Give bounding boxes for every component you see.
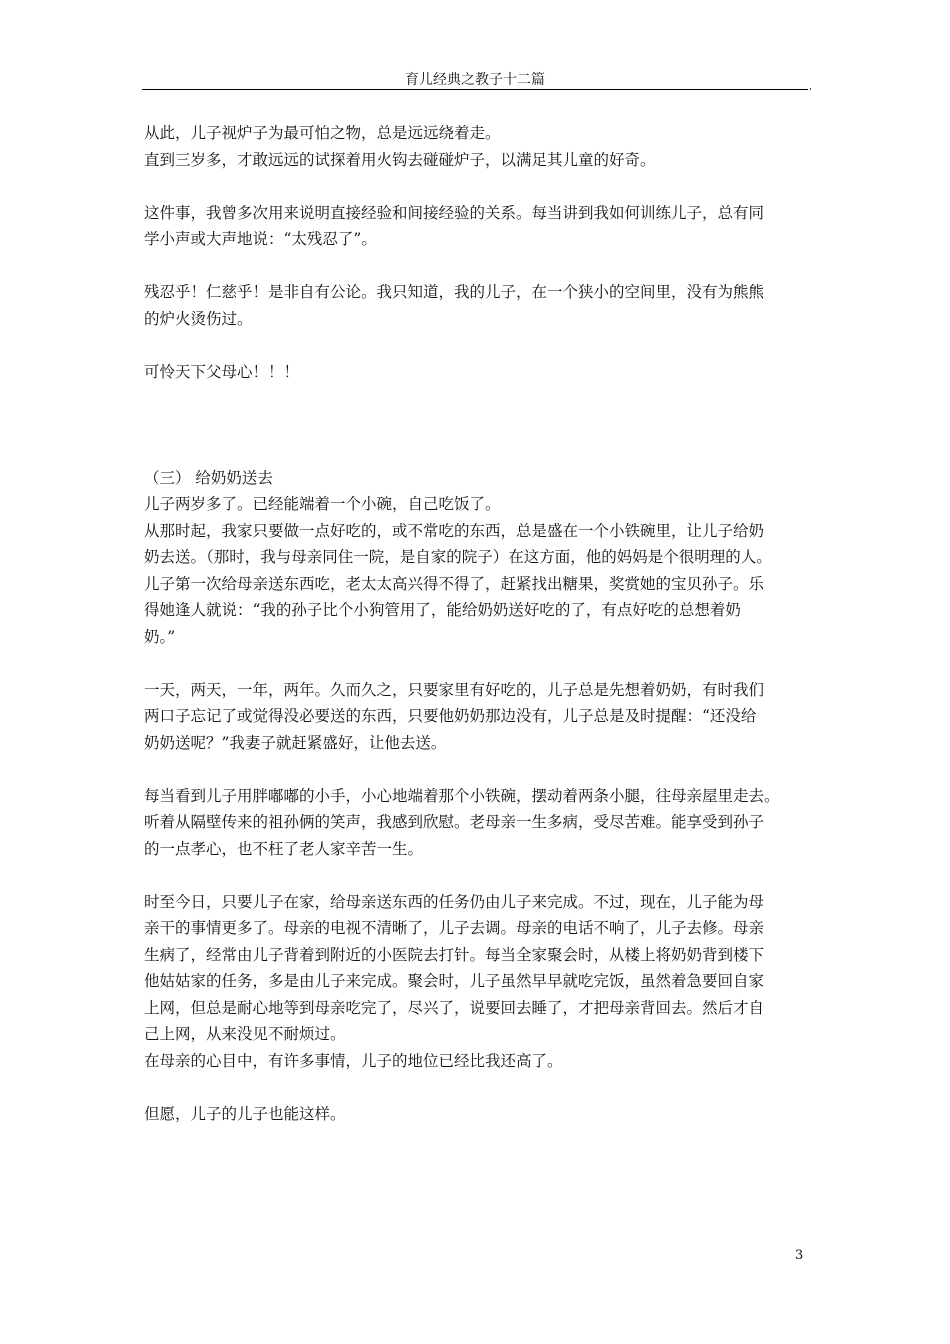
body-line: 从此，儿子视炉子为最可怕之物，总是远远绕着走。 <box>144 124 501 142</box>
section-gap <box>144 438 814 465</box>
header-mark: , <box>809 82 812 92</box>
body-line: 的一点孝心，也不枉了老人家辛苦一生。 <box>144 839 424 858</box>
body-line: 两口子忘记了或觉得没必要送的东西，只要他奶奶那边没有，儿子总是及时提醒：“还没给 <box>144 707 757 725</box>
body-line: 奶。” <box>144 627 176 646</box>
paragraph-gap <box>144 253 814 280</box>
paragraph-gap <box>144 173 814 200</box>
body-line: 残忍乎！仁慈乎！是非自有公论。我只知道，我的儿子，在一个狭小的空间里，没有为熊熊 <box>144 283 765 301</box>
body-line: 这件事，我曾多次用来说明直接经验和间接经验的关系。每当讲到我如何训练儿子，总有同 <box>144 203 765 222</box>
body-line: 上网，但总是耐心地等到母亲吃完了，尽兴了，说要回去睡了，才把母亲背回去。然后才自 <box>144 998 765 1017</box>
paragraph-gap <box>144 332 814 359</box>
body-line: 奶去送。（那时，我与母亲同住一院，是自家的院子）在这方面，他的妈妈是个很明理的人。 <box>144 548 772 566</box>
paragraph-gap <box>144 756 814 783</box>
paragraph-gap <box>144 650 814 677</box>
section-gap <box>144 385 814 438</box>
section-heading: （三） 给奶奶送去 <box>144 468 273 487</box>
body-line: 得她逢人就说：“我的孙子比个小狗管用了，能给奶奶送好吃的了，有点好吃的总想着奶 <box>144 601 741 619</box>
page-number: 3 <box>795 1248 804 1263</box>
body-line: 亲干的事情更多了。母亲的电视不清晰了，儿子去调。母亲的电话不响了，儿子去修。母亲 <box>144 919 765 937</box>
body-line: 但愿，儿子的儿子也能这样。 <box>144 1104 346 1123</box>
body-line: 从那时起，我家只要做一点好吃的，或不常吃的东西，总是盛在一个小铁碗里，让儿子给奶 <box>144 521 765 540</box>
paragraph-gap <box>144 862 814 889</box>
body-line: 生病了，经常由儿子背着到附近的小医院去打针。每当全家聚会时，从楼上将奶奶背到楼下 <box>144 945 765 964</box>
body-line: 听着从隔壁传来的祖孙俩的笑声，我感到欣慰。老母亲一生多病，受尽苦难。能享受到孙子 <box>144 813 765 831</box>
body-line: 儿子第一次给母亲送东西吃，老太太高兴得不得了，赶紧找出糖果，奖赏她的宝贝孙子。乐 <box>144 574 765 593</box>
page-header: 育儿经典之教子十二篇 <box>405 72 545 88</box>
body-line: 可怜天下父母心！！！ <box>144 362 300 381</box>
body-line: 时至今日，只要儿子在家，给母亲送东西的任务仍由儿子来完成。不过，现在，儿子能为母 <box>144 892 765 911</box>
body-line: 学小声或大声地说：“太残忍了”。 <box>144 230 377 248</box>
body-line: 他姑姑家的任务，多是由儿子来完成。聚会时，儿子虽然早早就吃完饭，虽然着急要回自家 <box>144 972 765 990</box>
body-line: 儿子两岁多了。已经能端着一个小碗，自己吃饭了。 <box>144 495 501 513</box>
body-line: 的炉火烫伤过。 <box>144 309 253 328</box>
body-line: 每当看到儿子用胖嘟嘟的小手，小心地端着那个小铁碗，摆动着两条小腿，往母亲屋里走去。 <box>144 786 780 805</box>
body-line: 己上网，从来没见不耐烦过。 <box>144 1025 346 1043</box>
body-line: 奶奶送呢？”我妻子就赶紧盛好，让他去送。 <box>144 733 447 752</box>
paragraph-gap <box>144 1074 814 1101</box>
header-rule <box>142 89 808 90</box>
document-body <box>144 120 814 1127</box>
body-line: 一天，两天，一年，两年。久而久之，只要家里有好吃的，儿子总是先想着奶奶，有时我们 <box>144 680 765 699</box>
body-line: 在母亲的心目中，有许多事情，儿子的地位已经比我还高了。 <box>144 1051 563 1070</box>
body-line: 直到三岁多，才敢远远的试探着用火钩去碰碰炉子，以满足其儿童的好奇。 <box>144 150 656 169</box>
